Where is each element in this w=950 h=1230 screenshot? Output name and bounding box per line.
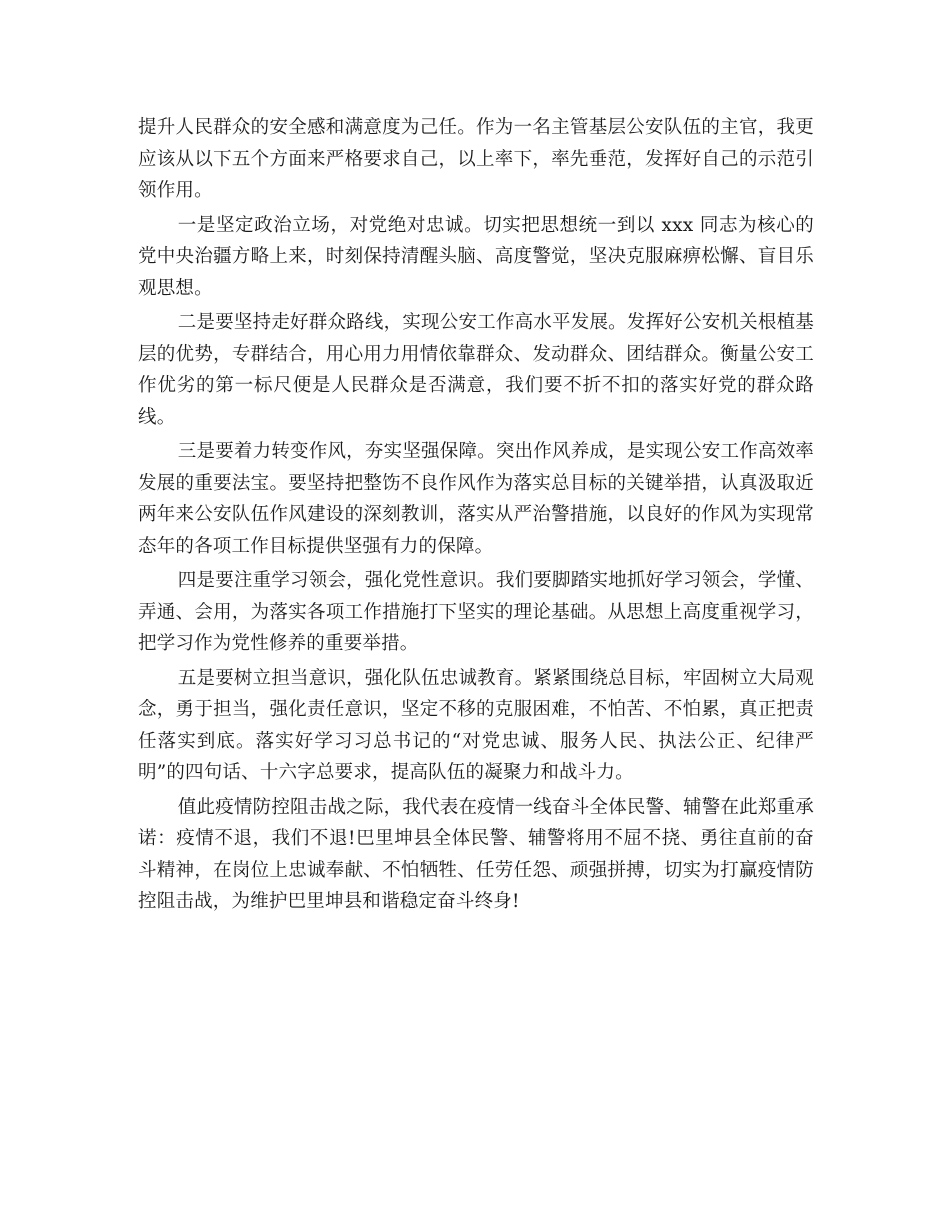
paragraph-pledge: 值此疫情防控阻击战之际，我代表在疫情一线奋斗全体民警、辅警在此郑重承诺：疫情不退，我们不退!巴里坤县全体民警、辅警将用不屈不挠、勇往直前的奋斗精神，在岗位上忠诚奉献、不怕牺牲、任劳任怨、顽强拼搏，切实为打赢疫情防控阻击战，为维护巴里坤县和谐稳定奋斗终身! — [138, 796, 814, 912]
paragraph-point-three: 三是要着力转变作风，夯实坚强保障。突出作风养成，是实现公安工作高效率发展的重要法宝。要坚持把整饬不良作风作为落实总目标的关键举措，认真汲取近两年来公安队伍作风建设的深刻教训，落实从严治警措施，以良好的作风为实现常态年的各项工作目标提供坚强有力的保障。 — [138, 441, 814, 557]
paragraph-point-four: 四是要注重学习领会，强化党性意识。我们要脚踏实地抓好学习领会，学懂、弄通、会用，为落实各项工作措施打下坚实的理论基础。从思想上高度重视学习，把学习作为党性修养的重要举措。 — [138, 570, 814, 654]
document-body — [138, 112, 814, 921]
paragraph-point-one: 一是坚定政治立场，对党绝对忠诚。切实把思想统一到以 xxx 同志为核心的党中央治疆方略上来，时刻保持清醒头脑、高度警觉，坚决克服麻痹松懈、盲目乐观思想。 — [138, 214, 814, 299]
paragraph-point-five: 五是要树立担当意识，强化队伍忠诚教育。紧紧围绕总目标，牢固树立大局观念，勇于担当，强化责任意识，坚定不移的克服困难，不怕苦、不怕累，真正把责任落实到底。落实好学习习总书记的“对党忠诚、服务人民、执法公正、纪律严明”的四句话、十六字总要求，提高队伍的凝聚力和战斗力。 — [138, 667, 814, 783]
paragraph-intro-continuation: 提升人民群众的安全感和满意度为己任。作为一名主管基层公安队伍的主官，我更应该从以下五个方面来严格要求自己，以上率下，率先垂范，发挥好自己的示范引领作用。 — [138, 117, 814, 201]
paragraph-point-two: 二是要坚持走好群众路线，实现公安工作高水平发展。发挥好公安机关根植基层的优势，专群结合，用心用力用情依靠群众、发动群众、团结群众。衡量公安工作优劣的第一标尺便是人民群众是否满意，我们要不折不扣的落实好党的群众路线。 — [138, 312, 814, 428]
